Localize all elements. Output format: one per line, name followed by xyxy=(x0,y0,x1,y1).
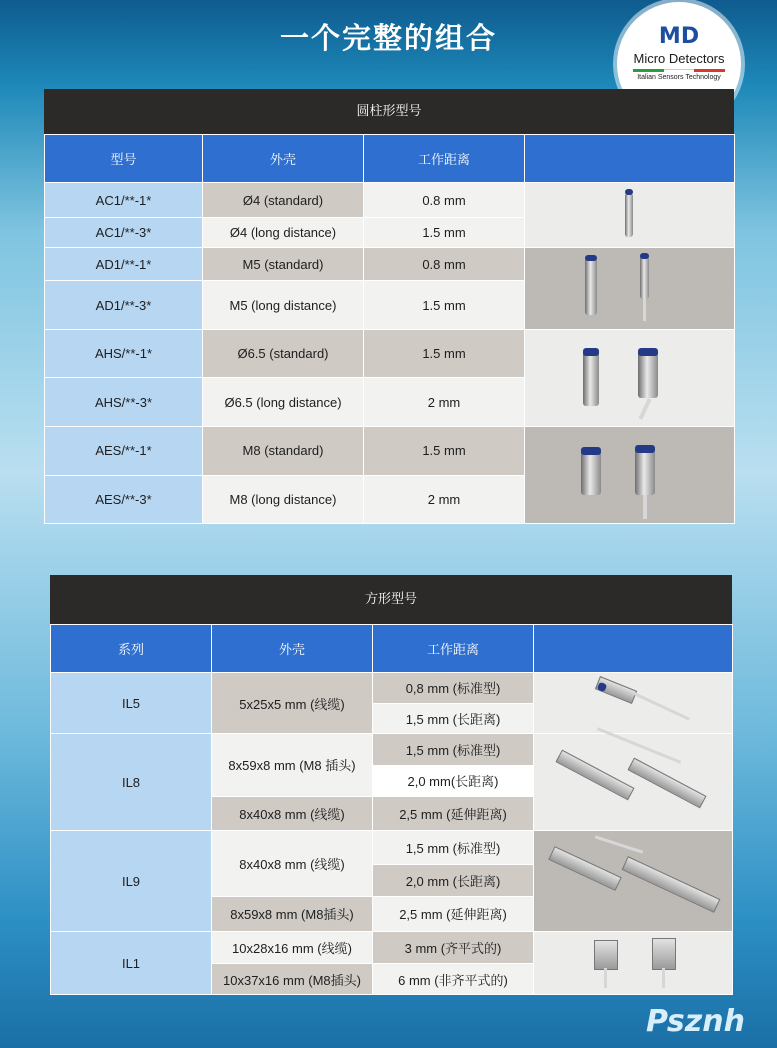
product-image-cell xyxy=(534,932,733,995)
product-image-cell xyxy=(525,330,735,427)
header-image xyxy=(525,135,735,183)
logo-mark: MD xyxy=(658,24,700,49)
table-row xyxy=(45,330,735,378)
distance-cell: 3 mm (齐平式的) xyxy=(373,932,534,964)
rectangular-panel xyxy=(50,575,732,995)
housing-cell: M5 (standard) xyxy=(203,248,364,281)
housing-cell: Ø4 (long distance) xyxy=(203,218,364,248)
sensor-image xyxy=(525,249,734,329)
housing-cell: 8x59x8 mm (M8 插头) xyxy=(212,734,373,797)
logo-name: Micro Detectors xyxy=(633,51,725,66)
model-cell: AD1/**-1* xyxy=(45,248,203,281)
housing-cell: M8 (standard) xyxy=(203,427,364,476)
distance-cell: 2,5 mm (延伸距离) xyxy=(373,896,534,931)
header-distance: 工作距离 xyxy=(364,135,525,183)
housing-cell: 8x40x8 mm (线缆) xyxy=(212,831,373,897)
table-row xyxy=(51,734,733,766)
page-title: 一个完整的组合 xyxy=(279,21,497,55)
sensor-image xyxy=(534,932,732,994)
table-header-row xyxy=(45,135,735,183)
series-cell: IL5 xyxy=(51,673,212,734)
series-cell: IL9 xyxy=(51,831,212,932)
sensor-image xyxy=(534,673,732,733)
header-housing: 外壳 xyxy=(203,135,364,183)
sensor-image xyxy=(534,831,732,931)
table-row xyxy=(51,932,733,964)
distance-cell: 0.8 mm xyxy=(364,248,525,281)
table-row xyxy=(45,248,735,281)
header-model: 型号 xyxy=(45,135,203,183)
table-header-row xyxy=(51,625,733,673)
distance-cell: 2,0 mm (长距离) xyxy=(373,865,534,897)
series-cell: IL1 xyxy=(51,932,212,995)
housing-cell: M8 (long distance) xyxy=(203,475,364,524)
distance-cell: 0.8 mm xyxy=(364,183,525,218)
product-image-cell xyxy=(534,831,733,932)
housing-cell: Ø4 (standard) xyxy=(203,183,364,218)
distance-cell: 1.5 mm xyxy=(364,330,525,378)
rectangular-table xyxy=(50,624,733,995)
distance-cell: 0,8 mm (标准型) xyxy=(373,673,534,704)
sensor-image xyxy=(525,427,734,523)
logo-flag-stripe xyxy=(633,69,725,72)
product-image-cell xyxy=(534,734,733,831)
distance-cell: 1.5 mm xyxy=(364,218,525,248)
model-cell: AHS/**-3* xyxy=(45,378,203,427)
watermark: Psznh xyxy=(646,1004,745,1039)
table-row xyxy=(45,427,735,476)
distance-cell: 1,5 mm (标准型) xyxy=(373,831,534,865)
header-image xyxy=(534,625,733,673)
distance-cell: 1,5 mm (标准型) xyxy=(373,734,534,766)
sensor-image xyxy=(525,183,734,247)
distance-cell: 2,5 mm (延伸距离) xyxy=(373,796,534,830)
housing-cell: 10x37x16 mm (M8插头) xyxy=(212,964,373,995)
housing-cell: 10x28x16 mm (线缆) xyxy=(212,932,373,964)
distance-cell: 2 mm xyxy=(364,475,525,524)
header-series: 系列 xyxy=(51,625,212,673)
sensor-image xyxy=(525,330,734,426)
housing-cell: Ø6.5 (long distance) xyxy=(203,378,364,427)
housing-cell: 5x25x5 mm (线缆) xyxy=(212,673,373,734)
header-distance: 工作距离 xyxy=(373,625,534,673)
model-cell: AES/**-3* xyxy=(45,475,203,524)
product-image-cell xyxy=(525,427,735,524)
rectangular-title: 方形型号 xyxy=(50,575,732,624)
product-image-cell xyxy=(534,673,733,734)
distance-cell: 2,0 mm(长距离) xyxy=(373,766,534,796)
cylindrical-title: 圆柱形型号 xyxy=(44,89,734,134)
logo-tagline: Italian Sensors Technology xyxy=(637,74,721,81)
model-cell: AC1/**-1* xyxy=(45,183,203,218)
housing-cell: M5 (long distance) xyxy=(203,281,364,330)
table-row xyxy=(51,673,733,704)
header-housing: 外壳 xyxy=(212,625,373,673)
distance-cell: 2 mm xyxy=(364,378,525,427)
housing-cell: 8x59x8 mm (M8插头) xyxy=(212,896,373,931)
table-row xyxy=(45,183,735,218)
table-row xyxy=(51,831,733,865)
product-image-cell xyxy=(525,183,735,248)
distance-cell: 6 mm (非齐平式的) xyxy=(373,964,534,995)
model-cell: AC1/**-3* xyxy=(45,218,203,248)
distance-cell: 1,5 mm (长距离) xyxy=(373,703,534,734)
housing-cell: 8x40x8 mm (线缆) xyxy=(212,796,373,830)
sensor-image xyxy=(534,734,732,830)
distance-cell: 1.5 mm xyxy=(364,427,525,476)
cylindrical-table xyxy=(44,134,735,524)
model-cell: AES/**-1* xyxy=(45,427,203,476)
product-image-cell xyxy=(525,248,735,330)
housing-cell: Ø6.5 (standard) xyxy=(203,330,364,378)
model-cell: AHS/**-1* xyxy=(45,330,203,378)
model-cell: AD1/**-3* xyxy=(45,281,203,330)
distance-cell: 1.5 mm xyxy=(364,281,525,330)
series-cell: IL8 xyxy=(51,734,212,831)
cylindrical-panel xyxy=(44,89,734,524)
